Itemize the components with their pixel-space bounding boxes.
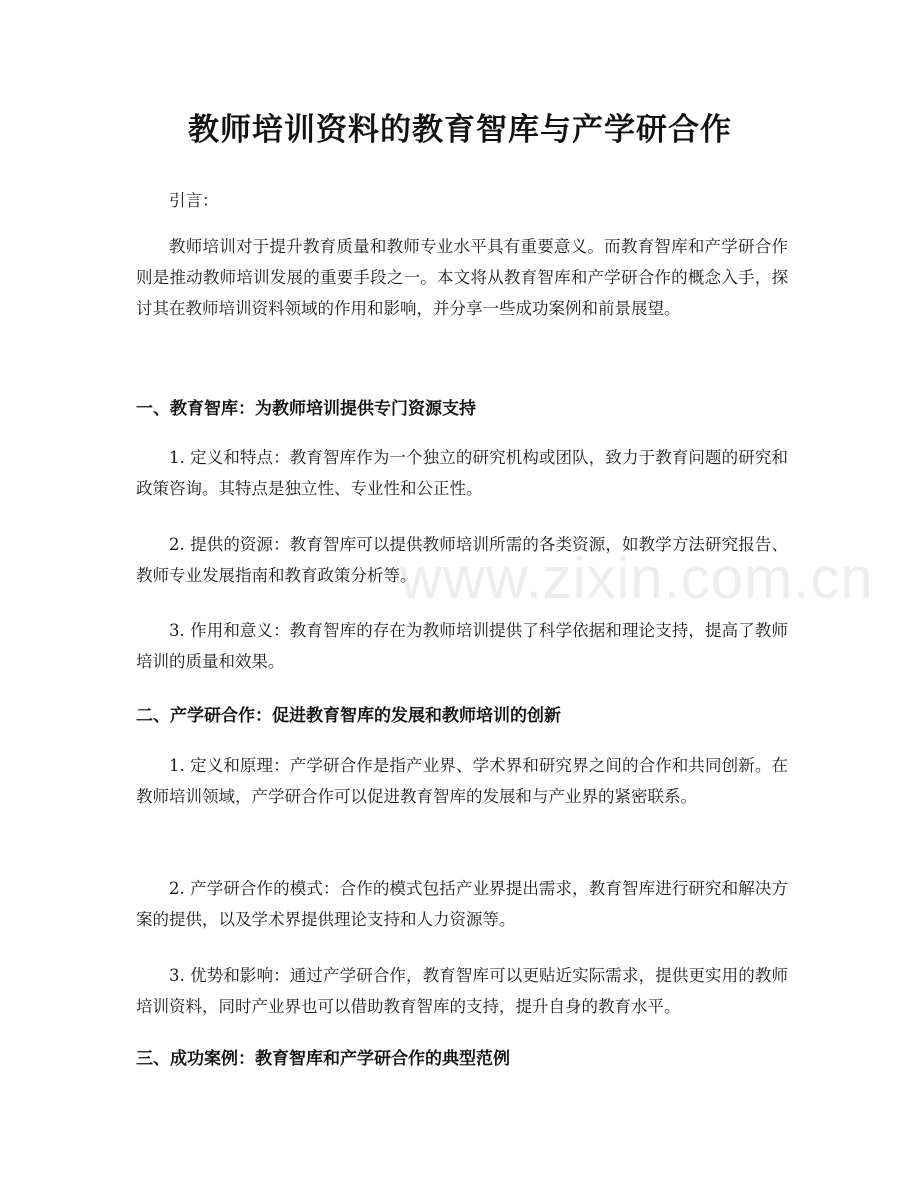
section-1-item-1: 1. 定义和特点：教育智库作为一个独立的研究机构或团队，致力于教育问题的研究和政策咨询。其特点是独立性、专业性和公正性。: [136, 448, 788, 498]
section-heading-1: 一、教育智库：为教师培训提供专门资源支持: [136, 399, 476, 419]
section-heading-3: 三、成功案例：教育智库和产学研合作的典型范例: [136, 1049, 510, 1069]
section-1-item-2: 2. 提供的资源：教育智库可以提供教师培训所需的各类资源，如教学方法研究报告、教师专业发展指南和教育政策分析等。: [136, 535, 788, 585]
section-2-item-1: 1. 定义和原理：产学研合作是指产业界、学术界和研究界之间的合作和共同创新。在教师培训领域，产学研合作可以促进教育智库的发展和与产业界的紧密联系。: [136, 756, 788, 806]
intro-paragraph: 教师培训对于提升教育质量和教师专业水平具有重要意义。而教育智库和产学研合作则是推动教师培训发展的重要手段之一。本文将从教育智库和产学研合作的概念入手，探讨其在教师培训资料领域的作用和影响，并分享一些成功案例和前景展望。: [136, 237, 788, 318]
watermark: www.zixin.com.cn: [400, 546, 874, 611]
section-1-item-3: 3. 作用和意义：教育智库的存在为教师培训提供了科学依据和理论支持，提高了教师培训的质量和效果。: [136, 621, 788, 671]
section-2-item-3: 3. 优势和影响：通过产学研合作，教育智库可以更贴近实际需求，提供更实用的教师培训资料，同时产业界也可以借助教育智库的支持，提升自身的教育水平。: [136, 966, 788, 1016]
section-2-item-2: 2. 产学研合作的模式：合作的模式包括产业界提出需求，教育智库进行研究和解决方案的提供，以及学术界提供理论支持和人力资源等。: [136, 879, 788, 929]
document-title: 教师培训资料的教育智库与产学研合作: [188, 112, 732, 148]
intro-label: 引言：: [169, 191, 219, 210]
section-heading-2: 二、产学研合作：促进教育智库的发展和教师培训的创新: [136, 706, 561, 726]
